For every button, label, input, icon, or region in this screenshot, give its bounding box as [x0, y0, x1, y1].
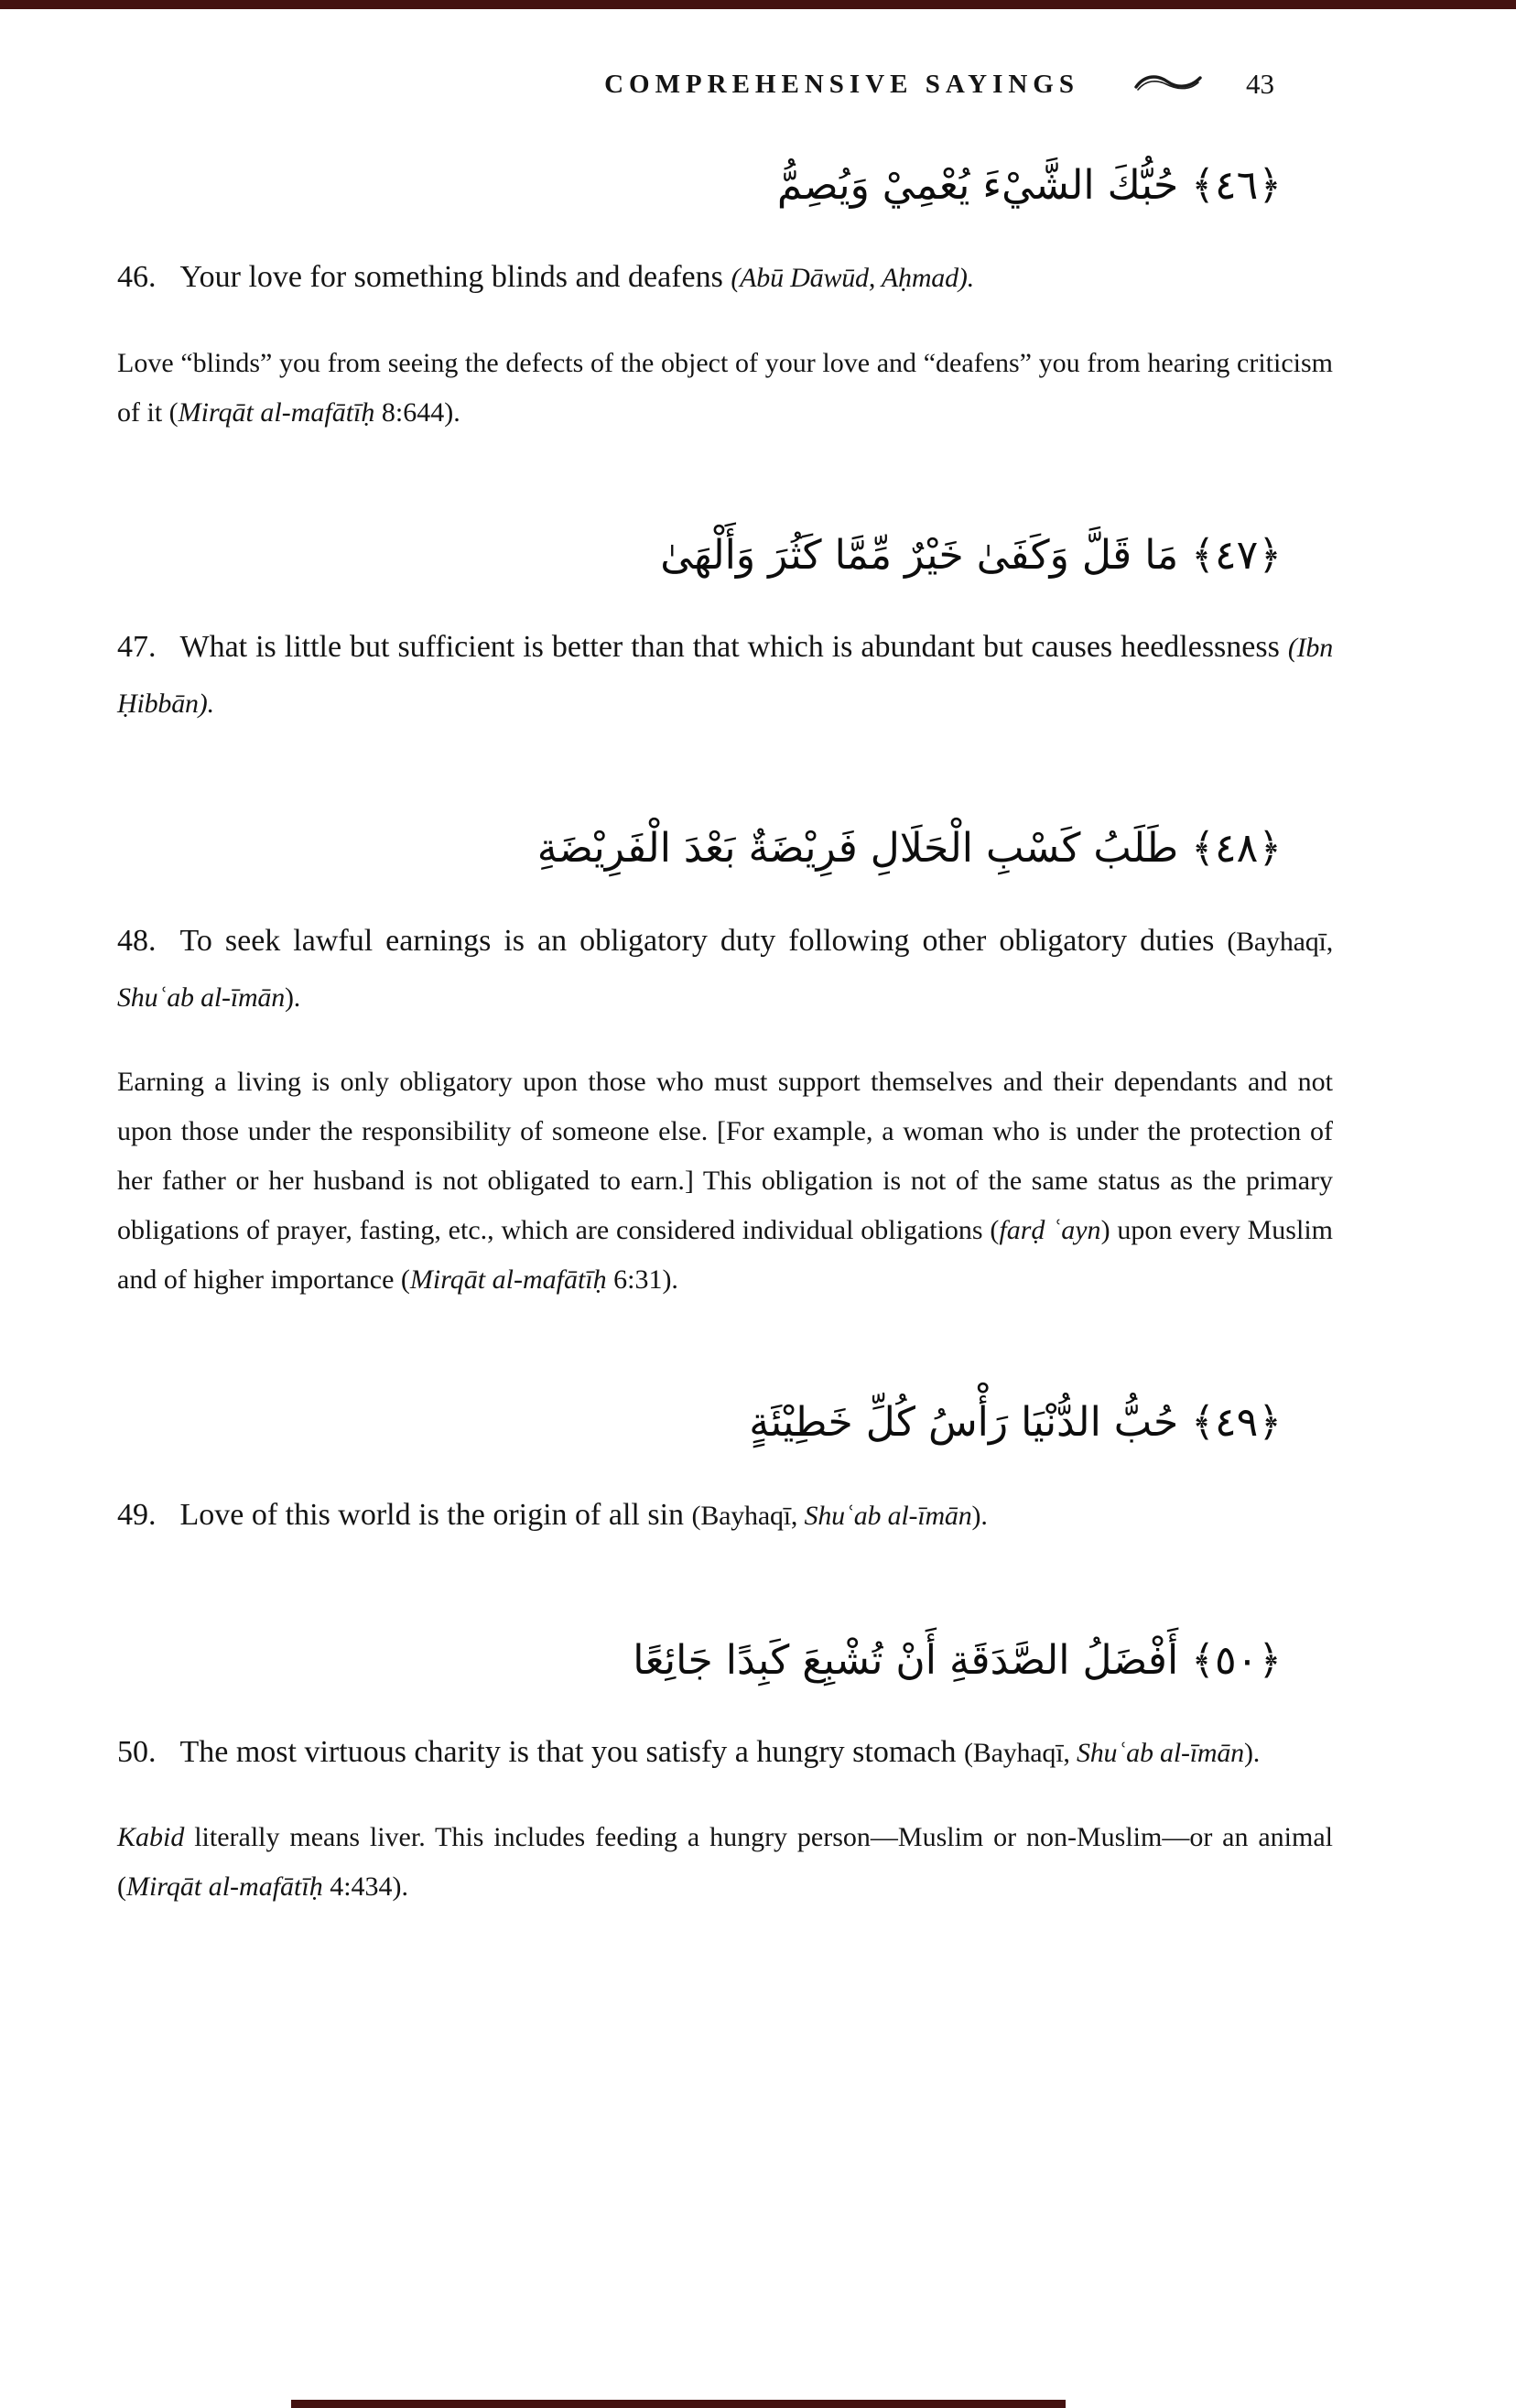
- arabic-saying-text: ﴿٤٧﴾ مَا قَلَّ وَكَفَىٰ خَيْرٌ مِّمَّا كَثُرَ وَأَلْهَىٰ: [660, 531, 1282, 579]
- english-saying-text: The most virtuous charity is that you satisfy a hungry stomach (Bayhaqī, Shuʿab al-īmān).: [179, 1735, 1261, 1770]
- english-saying: [117, 1724, 1333, 1780]
- english-saying-text: To seek lawful earnings is an obligatory duty following other obligatory duties (Bayhaqī, Shuʿab al-īmān).: [117, 923, 1333, 1013]
- page-title: COMPREHENSIVE SAYINGS: [604, 69, 1079, 99]
- saying-number: 49.: [117, 1497, 157, 1532]
- commentary-paragraph: Earning a living is only obligatory upon those who must support themselves and their dependants and not upon those under the responsibility of someone else. [For example, a woman who is under the protection of her father or her husband is not obligated to earn.] This obligation is not of the same status as the primary obligations of prayer, fasting, etc., which are considered individual obligations (farḍ ʿayn) upon every Muslim and of higher importance (Mirqāt al-mafātīḥ 6:31).: [117, 1067, 1333, 1296]
- commentary-paragraph: Love “blinds” you from seeing the defects of the object of your love and “deafens” you from hearing criticism of it (Mirqāt al-mafātīḥ 8:644).: [117, 347, 1333, 428]
- saying-number: 50.: [117, 1735, 157, 1770]
- saying-number: 47.: [117, 629, 157, 664]
- running-head: [117, 66, 1333, 103]
- english-saying: [117, 1487, 1333, 1543]
- saying-block-48: [117, 817, 1333, 1305]
- saying-number: 48.: [117, 923, 157, 958]
- saying-number: 46.: [117, 260, 157, 295]
- english-saying: [117, 913, 1333, 1025]
- page-number: 43: [1246, 68, 1274, 100]
- saying-block-50: [117, 1629, 1333, 1913]
- saying-block-47: [117, 524, 1333, 732]
- swash-ornament-icon: [1132, 71, 1204, 97]
- english-saying-text: Love of this world is the origin of all sin (Bayhaqī, Shuʿab al-īmān).: [179, 1497, 988, 1532]
- arabic-saying-text: ﴿٥٠﴾ أَفْضَلُ الصَّدَقَةِ أَنْ تُشْبِعَ كَبِدًا جَائِعًا: [633, 1636, 1282, 1684]
- arabic-saying-text: ﴿٤٦﴾ حُبُّكَ الشَّيْءَ يُعْمِيْ وَيُصِمُّ: [776, 162, 1282, 209]
- english-saying: [117, 619, 1333, 731]
- commentary-paragraph: Kabid literally means liver. This includes feeding a hungry person—Muslim or non-Muslim—or an animal (Mirqāt al-mafātīḥ 4:434).: [117, 1822, 1333, 1903]
- saying-block-49: [117, 1391, 1333, 1543]
- saying-block-46: [117, 154, 1333, 438]
- english-saying: [117, 249, 1333, 305]
- arabic-saying-text: ﴿٤٩﴾ حُبُّ الدُّنْيَا رَأْسُ كُلِّ خَطِيْئَةٍ: [749, 1399, 1282, 1447]
- page-bottom-edge-bar: [291, 2400, 1066, 2408]
- english-saying-text: What is little but sufficient is better than that which is abundant but causes heedlessness (Ibn Ḥibbān).: [117, 629, 1333, 720]
- arabic-saying-text: ﴿٤٨﴾ طَلَبُ كَسْبِ الْحَلَالِ فَرِيْضَةٌ بَعْدَ الْفَرِيْضَةِ: [536, 825, 1282, 873]
- english-saying-text: Your love for something blinds and deafens (Abū Dāwūd, Aḥmad).: [179, 260, 974, 295]
